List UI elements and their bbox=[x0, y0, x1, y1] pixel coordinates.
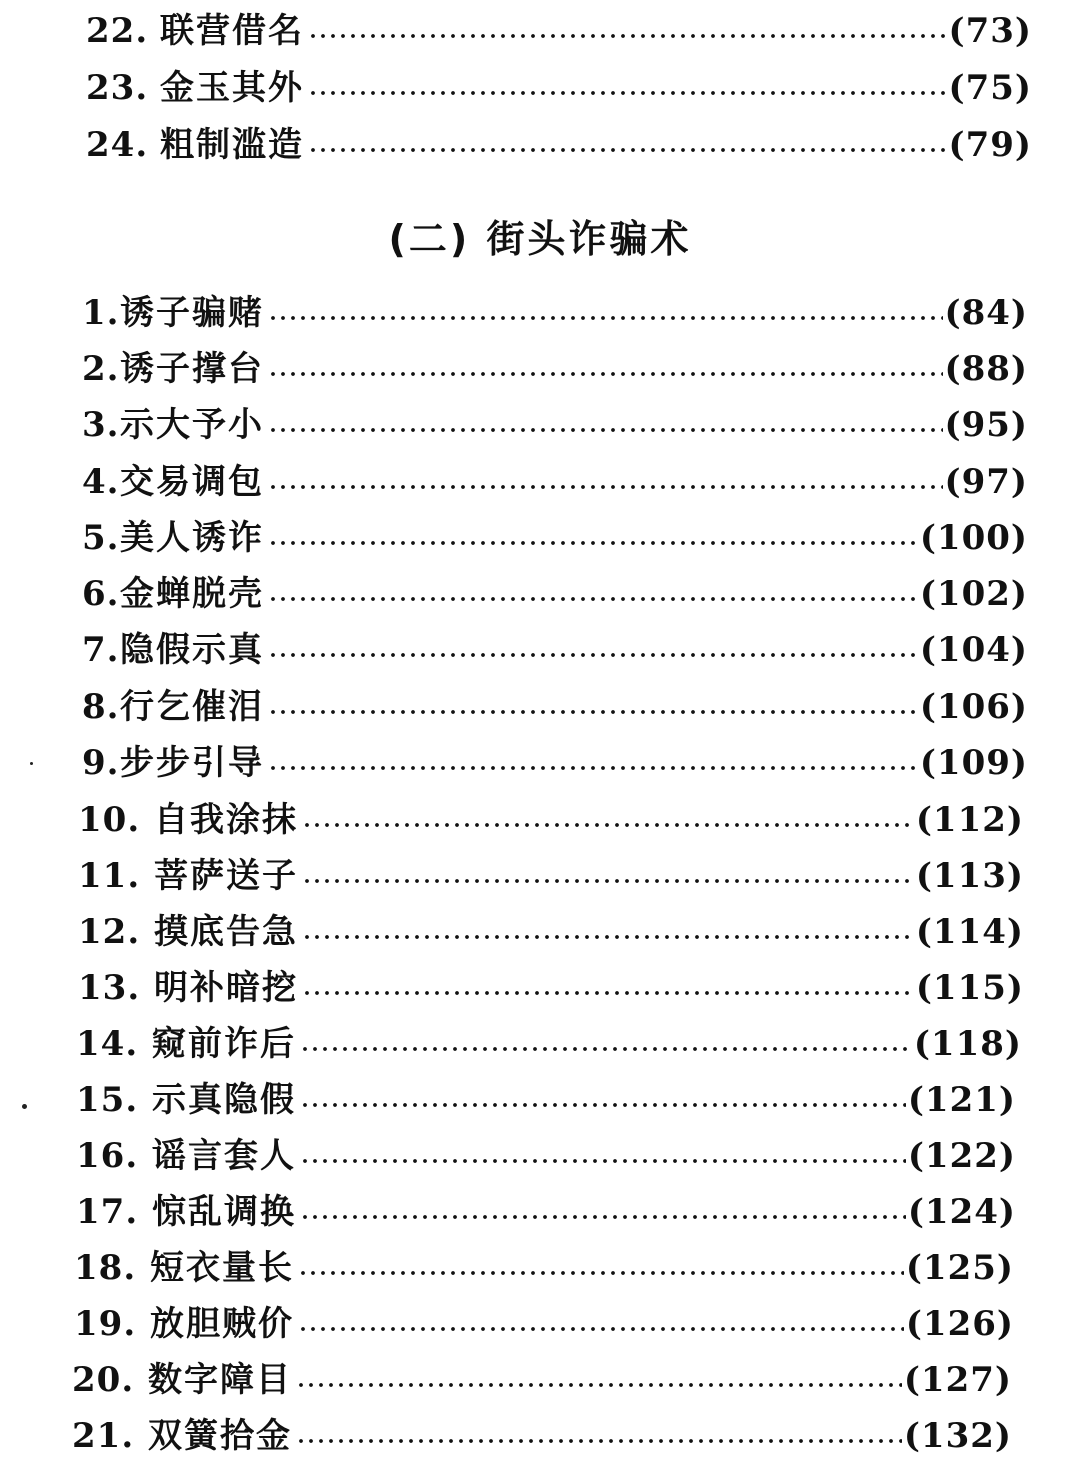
entry-number: 23. bbox=[86, 68, 149, 108]
entry-title: 明补暗挖 bbox=[154, 968, 298, 1008]
dot-leader bbox=[308, 90, 947, 96]
dot-leader bbox=[268, 371, 943, 377]
dot-leader bbox=[300, 1158, 906, 1164]
toc-entry bbox=[72, 1355, 1012, 1405]
entry-page-number: (127) bbox=[903, 1360, 1012, 1400]
entry-page-number: (126) bbox=[905, 1304, 1014, 1344]
entry-number: 7. bbox=[82, 630, 120, 670]
dot-leader bbox=[296, 1382, 902, 1388]
toc-entry bbox=[82, 738, 1028, 788]
entry-page-number: (132) bbox=[903, 1416, 1012, 1456]
entry-title: 金蝉脱壳 bbox=[120, 574, 264, 614]
toc-entry bbox=[76, 1131, 1016, 1181]
entry-number: 19. bbox=[74, 1304, 137, 1344]
toc-entry bbox=[82, 625, 1028, 675]
toc-entry bbox=[78, 851, 1024, 901]
dot-leader bbox=[308, 33, 947, 39]
entry-page-number: (97) bbox=[944, 462, 1028, 502]
dot-leader bbox=[298, 1326, 904, 1332]
toc-entry bbox=[82, 569, 1028, 619]
entry-number: 13. bbox=[78, 968, 141, 1008]
entry-page-number: (104) bbox=[919, 630, 1028, 670]
dot-leader bbox=[300, 1046, 912, 1052]
entry-page-number: (75) bbox=[948, 68, 1032, 108]
entry-number: 18. bbox=[74, 1248, 137, 1288]
entry-number: 4. bbox=[82, 462, 120, 502]
dot-leader bbox=[268, 596, 918, 602]
entry-title: 摸底告急 bbox=[154, 912, 298, 952]
entry-number: 20. bbox=[72, 1360, 135, 1400]
entry-page-number: (84) bbox=[944, 293, 1028, 333]
entry-number: 9. bbox=[82, 743, 120, 783]
scan-speck bbox=[30, 762, 33, 765]
entry-number: 15. bbox=[76, 1080, 139, 1120]
toc-entry bbox=[76, 1075, 1016, 1125]
dot-leader bbox=[302, 878, 914, 884]
dot-leader bbox=[296, 1438, 902, 1444]
entry-page-number: (118) bbox=[913, 1024, 1022, 1064]
entry-number: 22. bbox=[86, 11, 149, 51]
entry-page-number: (125) bbox=[905, 1248, 1014, 1288]
toc-entry bbox=[82, 513, 1028, 563]
dot-leader bbox=[300, 1102, 906, 1108]
entry-title: 窥前诈后 bbox=[152, 1024, 296, 1064]
entry-number: 12. bbox=[78, 912, 141, 952]
entry-page-number: (79) bbox=[948, 125, 1032, 165]
scan-speck bbox=[22, 1104, 27, 1109]
entry-page-number: (115) bbox=[915, 968, 1024, 1008]
entry-page-number: (102) bbox=[919, 574, 1028, 614]
entry-page-number: (109) bbox=[919, 743, 1028, 783]
toc-entry bbox=[86, 63, 1032, 113]
entry-title: 示大予小 bbox=[120, 405, 264, 445]
toc-entry bbox=[74, 1243, 1014, 1293]
entry-page-number: (73) bbox=[948, 11, 1032, 51]
entry-page-number: (100) bbox=[919, 518, 1028, 558]
dot-leader bbox=[268, 315, 943, 321]
entry-page-number: (106) bbox=[919, 687, 1028, 727]
entry-title: 诱子骗赌 bbox=[120, 293, 264, 333]
entry-number: 1. bbox=[82, 293, 120, 333]
entry-title: 隐假示真 bbox=[120, 630, 264, 670]
entry-title: 示真隐假 bbox=[152, 1080, 296, 1120]
toc-entry bbox=[76, 1019, 1022, 1069]
dot-leader bbox=[268, 765, 918, 771]
entry-title: 放胆贼价 bbox=[150, 1304, 294, 1344]
entry-page-number: (112) bbox=[915, 800, 1024, 840]
entry-title: 短衣量长 bbox=[150, 1248, 294, 1288]
entry-page-number: (122) bbox=[907, 1136, 1016, 1176]
dot-leader bbox=[298, 1270, 904, 1276]
toc-entry bbox=[74, 1299, 1014, 1349]
entry-number: 6. bbox=[82, 574, 120, 614]
entry-number: 8. bbox=[82, 687, 120, 727]
toc-entry bbox=[82, 682, 1028, 732]
dot-leader bbox=[268, 484, 943, 490]
section-heading: (二) 街头诈骗术 bbox=[388, 217, 692, 261]
dot-leader bbox=[302, 990, 914, 996]
dot-leader bbox=[302, 822, 914, 828]
entry-number: 2. bbox=[82, 349, 120, 389]
entry-page-number: (95) bbox=[944, 405, 1028, 445]
entry-page-number: (114) bbox=[915, 912, 1024, 952]
entry-title: 粗制滥造 bbox=[160, 125, 304, 165]
dot-leader bbox=[302, 934, 914, 940]
entry-title: 美人诱诈 bbox=[120, 518, 264, 558]
toc-entry bbox=[82, 288, 1028, 338]
entry-page-number: (121) bbox=[907, 1080, 1016, 1120]
entry-title: 步步引导 bbox=[120, 743, 264, 783]
entry-number: 16. bbox=[76, 1136, 139, 1176]
dot-leader bbox=[300, 1214, 906, 1220]
entry-title: 金玉其外 bbox=[160, 68, 304, 108]
entry-page-number: (88) bbox=[944, 349, 1028, 389]
entry-title: 菩萨送子 bbox=[154, 856, 298, 896]
entry-number: 24. bbox=[86, 125, 149, 165]
dot-leader bbox=[308, 147, 947, 153]
entry-number: 11. bbox=[78, 856, 141, 896]
entry-title: 联营借名 bbox=[160, 11, 304, 51]
toc-entry bbox=[76, 1187, 1016, 1237]
entry-number: 5. bbox=[82, 518, 120, 558]
entry-title: 惊乱调换 bbox=[152, 1192, 296, 1232]
entry-title: 诱子撑台 bbox=[120, 349, 264, 389]
toc-entry bbox=[86, 6, 1032, 56]
dot-leader bbox=[268, 427, 943, 433]
entry-page-number: (124) bbox=[907, 1192, 1016, 1232]
toc-entry bbox=[78, 963, 1024, 1013]
entry-title: 交易调包 bbox=[120, 462, 264, 502]
toc-entry bbox=[82, 400, 1028, 450]
toc-entry bbox=[78, 907, 1024, 957]
toc-entry bbox=[82, 457, 1028, 507]
dot-leader bbox=[268, 540, 918, 546]
dot-leader bbox=[268, 652, 918, 658]
entry-number: 10. bbox=[78, 800, 141, 840]
entry-number: 17. bbox=[76, 1192, 139, 1232]
entry-title: 行乞催泪 bbox=[120, 687, 264, 727]
toc-entry bbox=[72, 1411, 1012, 1461]
entry-page-number: (113) bbox=[915, 856, 1024, 896]
toc-entry bbox=[78, 795, 1024, 845]
entry-number: 3. bbox=[82, 405, 120, 445]
toc-entry bbox=[82, 344, 1028, 394]
entry-title: 数字障目 bbox=[148, 1360, 292, 1400]
dot-leader bbox=[268, 709, 918, 715]
entry-title: 自我涂抹 bbox=[154, 800, 298, 840]
entry-number: 14. bbox=[76, 1024, 139, 1064]
entry-title: 双簧拾金 bbox=[148, 1416, 292, 1456]
entry-number: 21. bbox=[72, 1416, 135, 1456]
toc-entry bbox=[86, 120, 1032, 170]
entry-title: 谣言套人 bbox=[152, 1136, 296, 1176]
